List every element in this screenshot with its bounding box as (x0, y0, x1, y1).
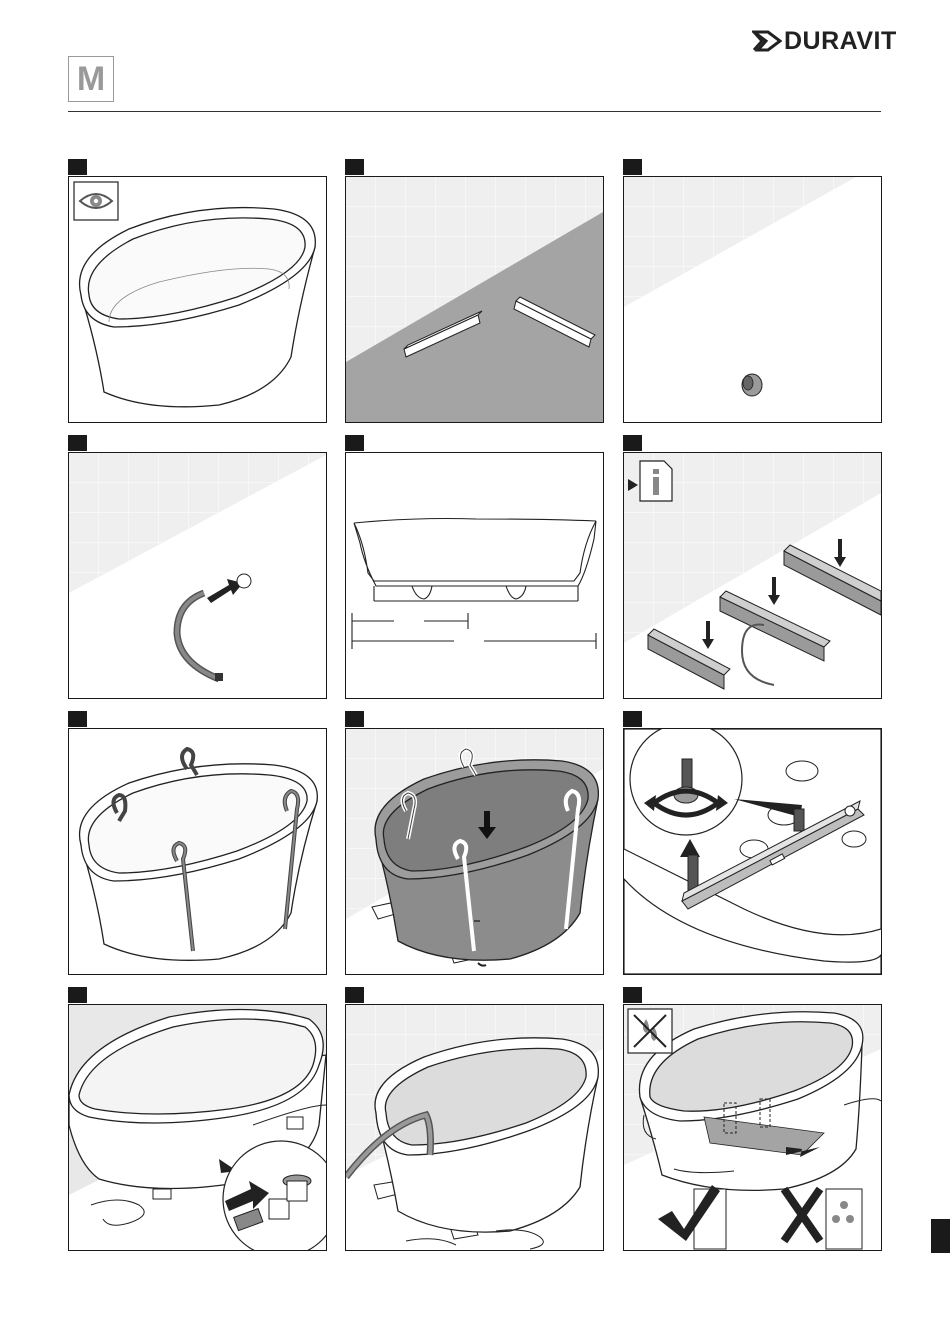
step-panel-11 (345, 1004, 604, 1251)
step-marker-11 (345, 987, 364, 1003)
bathtub-illustration (80, 764, 318, 961)
step-panel-10 (68, 1004, 327, 1251)
brand-logo (752, 26, 897, 56)
step-panel-5 (345, 452, 604, 699)
bathtub-illustration (80, 208, 316, 407)
cross-icon (784, 1189, 862, 1249)
drain-cap-icon (742, 374, 762, 396)
duravit-logo-icon (752, 28, 782, 54)
brand-name: DURAVIT (784, 26, 897, 55)
step-panel-8 (345, 728, 604, 975)
lower-tub-icon (375, 760, 598, 966)
step-panel-4 (68, 452, 327, 699)
no-water-icon (628, 1009, 672, 1053)
step-panel-2 (345, 176, 604, 423)
checkmark-icon (658, 1185, 726, 1249)
step-marker-12 (623, 987, 642, 1003)
step-marker-5 (345, 435, 364, 451)
step-panel-3 (623, 176, 882, 423)
header-rule (68, 111, 881, 112)
section-letter-box (68, 56, 114, 102)
step-panel-12 (623, 1004, 882, 1251)
step-panel-6 (623, 452, 882, 699)
step-panel-9 (623, 728, 882, 975)
dimension-drawing-icon (352, 519, 596, 650)
step-panel-1 (68, 176, 327, 423)
step-marker-10 (68, 987, 87, 1003)
step-marker-7 (68, 711, 87, 727)
step-marker-4 (68, 435, 87, 451)
hose-connect-icon (177, 574, 251, 681)
eye-icon (74, 182, 118, 220)
step-marker-1 (68, 159, 87, 175)
step-marker-6 (623, 435, 642, 451)
section-letter: M (76, 59, 106, 98)
step-marker-9 (623, 711, 642, 727)
page-tab-marker (931, 1219, 950, 1253)
step-marker-2 (345, 159, 364, 175)
step-marker-3 (623, 159, 642, 175)
step-marker-8 (345, 711, 364, 727)
step-panel-7 (68, 728, 327, 975)
